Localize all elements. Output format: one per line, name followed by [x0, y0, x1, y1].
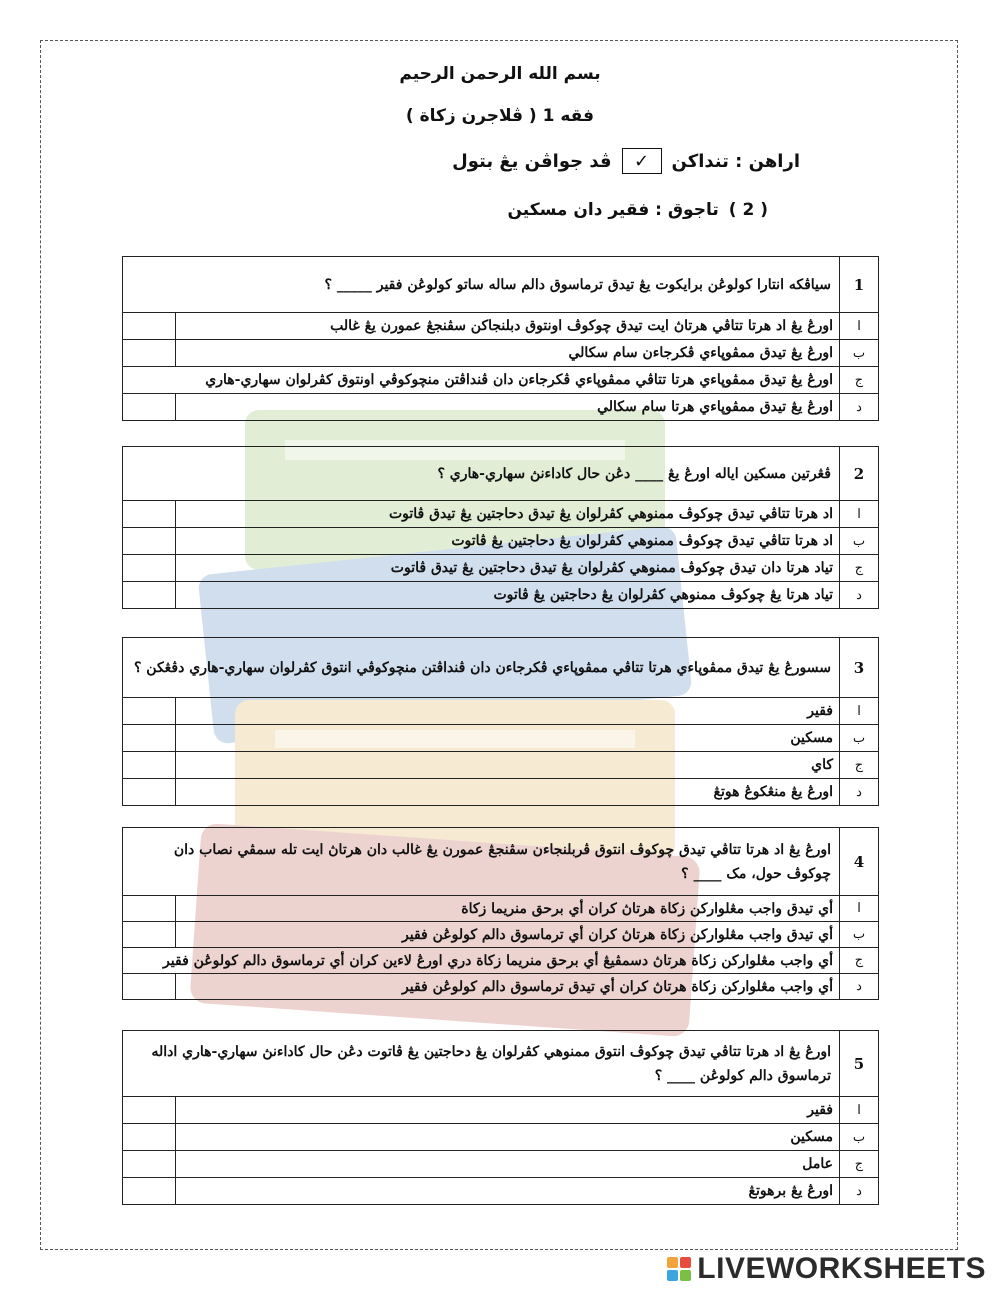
- topic-number: ( 2 ): [728, 200, 768, 220]
- option-row[interactable]: [123, 896, 879, 922]
- question-number: 2: [840, 447, 879, 501]
- option-text[interactable]: اورڠ يڠ برهوتڠ: [176, 1178, 840, 1205]
- option-row[interactable]: [123, 555, 879, 582]
- question-table-3: [122, 637, 879, 806]
- option-row[interactable]: [123, 501, 879, 528]
- option-row[interactable]: [123, 752, 879, 779]
- answer-cell[interactable]: [123, 555, 176, 582]
- option-row[interactable]: [123, 698, 879, 725]
- option-text[interactable]: اد هرتا تتاڤي تيدق چوکوڤ ممنوهي کڤرلوان يڠ تيدق دحاجتين يڠ تيدق ڤاتوت: [176, 501, 840, 528]
- option-letter: ج: [840, 948, 879, 974]
- option-letter: ا: [840, 896, 879, 922]
- option-letter: د: [840, 779, 879, 806]
- option-text[interactable]: أي واجب مڠلوارکن زکاة هرتاڽ دسمڤيڠ أي برحق منريما زکاة دري اورڠ لاءين کران أي ترماسوق دالم کولوڠن فقير: [123, 948, 840, 974]
- option-letter: د: [840, 582, 879, 609]
- question-text: سياڤکه انتارا کولوڠن برايکوت يڠ تيدق ترماسوق دالم ساله ساتو کولوڠن فقير _____ ؟: [123, 257, 840, 313]
- option-text[interactable]: اد هرتا تتاڤي تيدق چوکوڤ ممنوهي کڤرلوان يڠ دحاجتين يڠ ڤاتوت: [176, 528, 840, 555]
- question-table-2: [122, 446, 879, 609]
- option-text[interactable]: اورڠ يڠ اد هرتا تتاڤي هرتاڽ ايت تيدق چوکوڤ اونتوق دبلنجاکن سڤنجڠ عمورن يڠ غالب: [176, 313, 840, 340]
- option-text[interactable]: اورڠ يڠ تيدق ممڤوڽاءي هرتا سام سکالي: [176, 394, 840, 421]
- liveworksheets-logo[interactable]: [667, 1252, 986, 1286]
- option-text[interactable]: أي تيدق واجب مڠلوارکن زکاة هرتاڽ کران أي برحق منريما زکاة: [176, 896, 840, 922]
- answer-cell[interactable]: [123, 1097, 176, 1124]
- option-text[interactable]: تياد هرتا يڠ چوکوڤ ممنوهي کڤرلوان يڠ دحاجتين يڠ ڤاتوت: [176, 582, 840, 609]
- option-text[interactable]: مسکين: [176, 725, 840, 752]
- option-letter: د: [840, 1178, 879, 1205]
- question-text: ڤڠرتين مسکين اياله اورڠ يڠ ____ دڠن حال کاداءنڽ سهاري-هاري ؟: [123, 447, 840, 501]
- answer-cell[interactable]: [123, 582, 176, 609]
- question-number: 3: [840, 638, 879, 698]
- option-letter: ا: [840, 501, 879, 528]
- brand-name: LIVEWORKSHEETS: [697, 1252, 986, 1285]
- option-letter: ب: [840, 1124, 879, 1151]
- instruction-line: [452, 148, 800, 174]
- logo-squares-icon: [667, 1257, 691, 1281]
- question-text: اورڠ يڠ اد هرتا تتاڤي تيدق چوکوڤ انتوق ڤربلنجاءن سڤنجڠ عمورن يڠ غالب دان هرتاڽ ايت تله سمڤي نصاب دان چوکوڤ حول، مک ____ ؟: [123, 828, 840, 896]
- option-row[interactable]: [123, 582, 879, 609]
- option-letter: ا: [840, 313, 879, 340]
- option-letter: ب: [840, 922, 879, 948]
- answer-cell[interactable]: [123, 313, 176, 340]
- option-text[interactable]: أي واجب مڠلوارکن زکاة هرتاڽ کران أي تيدق ترماسوق دالم کولوڠن فقير: [176, 974, 840, 1000]
- option-row[interactable]: [123, 779, 879, 806]
- logo-square: [667, 1270, 678, 1281]
- answer-cell[interactable]: [123, 974, 176, 1000]
- question-number: 5: [840, 1031, 879, 1097]
- option-letter: ا: [840, 1097, 879, 1124]
- instruction-after: ڤد جواڤن يڠ بتول: [452, 150, 612, 172]
- answer-cell[interactable]: [123, 1151, 176, 1178]
- option-letter: ج: [840, 1151, 879, 1178]
- option-letter: د: [840, 974, 879, 1000]
- answer-cell[interactable]: [123, 725, 176, 752]
- instruction-before: اراهن : تنداکن: [671, 150, 800, 172]
- topic-line: [508, 200, 769, 220]
- option-letter: ج: [840, 555, 879, 582]
- answer-cell[interactable]: [123, 501, 176, 528]
- answer-cell[interactable]: [123, 1178, 176, 1205]
- option-letter: ب: [840, 340, 879, 367]
- option-text[interactable]: اورڠ يڠ تيدق ممڤوڽاءي هرتا تتاڤي ممڤوڽاءي ڤکرجاءن دان ڤنداڤتن منچوکوڤي اونتوق کڤرلوان سهاري-هاري: [123, 367, 840, 394]
- option-text[interactable]: کاي: [176, 752, 840, 779]
- option-letter: د: [840, 394, 879, 421]
- check-mark-box: ✓: [622, 148, 662, 174]
- option-row[interactable]: [123, 367, 879, 394]
- option-text[interactable]: تياد هرتا دان تيدق چوکوڤ ممنوهي کڤرلوان يڠ تيدق دحاجتين يڠ تيدق ڤاتوت: [176, 555, 840, 582]
- option-row[interactable]: [123, 313, 879, 340]
- option-text[interactable]: أي تيدق واجب مڠلوارکن زکاة هرتاڽ کران أي ترماسوق دالم کولوڠن فقير: [176, 922, 840, 948]
- option-letter: ب: [840, 725, 879, 752]
- question-number: 4: [840, 828, 879, 896]
- option-text[interactable]: اورڠ يڠ تيدق ممڤوڽاءي ڤکرجاءن سام سکالي: [176, 340, 840, 367]
- option-row[interactable]: [123, 340, 879, 367]
- option-text[interactable]: مسکين: [176, 1124, 840, 1151]
- option-row[interactable]: [123, 1178, 879, 1205]
- question-text: اورڠ يڠ اد هرتا تتاڤي تيدق چوکوڤ انتوق ممنوهي کڤرلوان يڠ دحاجتين يڠ ڤاتوت دڠن حال کاداءنڽ سهاري-هاري اداله ترماسوق دالم کولوڠن ____ ؟: [123, 1031, 840, 1097]
- option-row[interactable]: [123, 922, 879, 948]
- option-row[interactable]: [123, 1151, 879, 1178]
- option-text[interactable]: عامل: [176, 1151, 840, 1178]
- question-table-1: [122, 256, 879, 421]
- answer-cell[interactable]: [123, 922, 176, 948]
- option-letter: ج: [840, 752, 879, 779]
- question-table-4: [122, 827, 879, 1000]
- option-letter: ا: [840, 698, 879, 725]
- answer-cell[interactable]: [123, 340, 176, 367]
- option-row[interactable]: [123, 725, 879, 752]
- answer-cell[interactable]: [123, 779, 176, 806]
- answer-cell[interactable]: [123, 394, 176, 421]
- question-table-5: [122, 1030, 879, 1205]
- option-row[interactable]: [123, 528, 879, 555]
- option-text[interactable]: فقير: [176, 1097, 840, 1124]
- topic-title: تاجوق : فقير دان مسکين: [507, 200, 719, 220]
- logo-square: [680, 1270, 691, 1281]
- subject-title: فقه 1 ( ڤلاجرن زكاة ): [405, 106, 595, 126]
- answer-cell[interactable]: [123, 698, 176, 725]
- option-text[interactable]: فقير: [176, 698, 840, 725]
- answer-cell[interactable]: [123, 1124, 176, 1151]
- logo-square: [680, 1257, 691, 1268]
- logo-square: [667, 1257, 678, 1268]
- question-number: 1: [840, 257, 879, 313]
- answer-cell[interactable]: [123, 752, 176, 779]
- basmala-heading: بسم الله الرحمن الرحيم: [399, 64, 601, 84]
- question-text: سسورڠ يڠ تيدق ممڤوڽاءي هرتا تتاڤي ممڤوڽاءي ڤکرجاءن دان ڤنداڤتن منچوکوڤي انتوق کڤرلوان سهاري-هاري دڤڠکن ؟: [123, 638, 840, 698]
- option-row[interactable]: [123, 974, 879, 1000]
- option-row[interactable]: [123, 948, 879, 974]
- option-text[interactable]: اورڠ يڠ منڠکوڠ هوتڠ: [176, 779, 840, 806]
- option-letter: ب: [840, 528, 879, 555]
- option-row[interactable]: [123, 1097, 879, 1124]
- answer-cell[interactable]: [123, 896, 176, 922]
- option-letter: ج: [840, 367, 879, 394]
- answer-cell[interactable]: [123, 528, 176, 555]
- option-row[interactable]: [123, 394, 879, 421]
- option-row[interactable]: [123, 1124, 879, 1151]
